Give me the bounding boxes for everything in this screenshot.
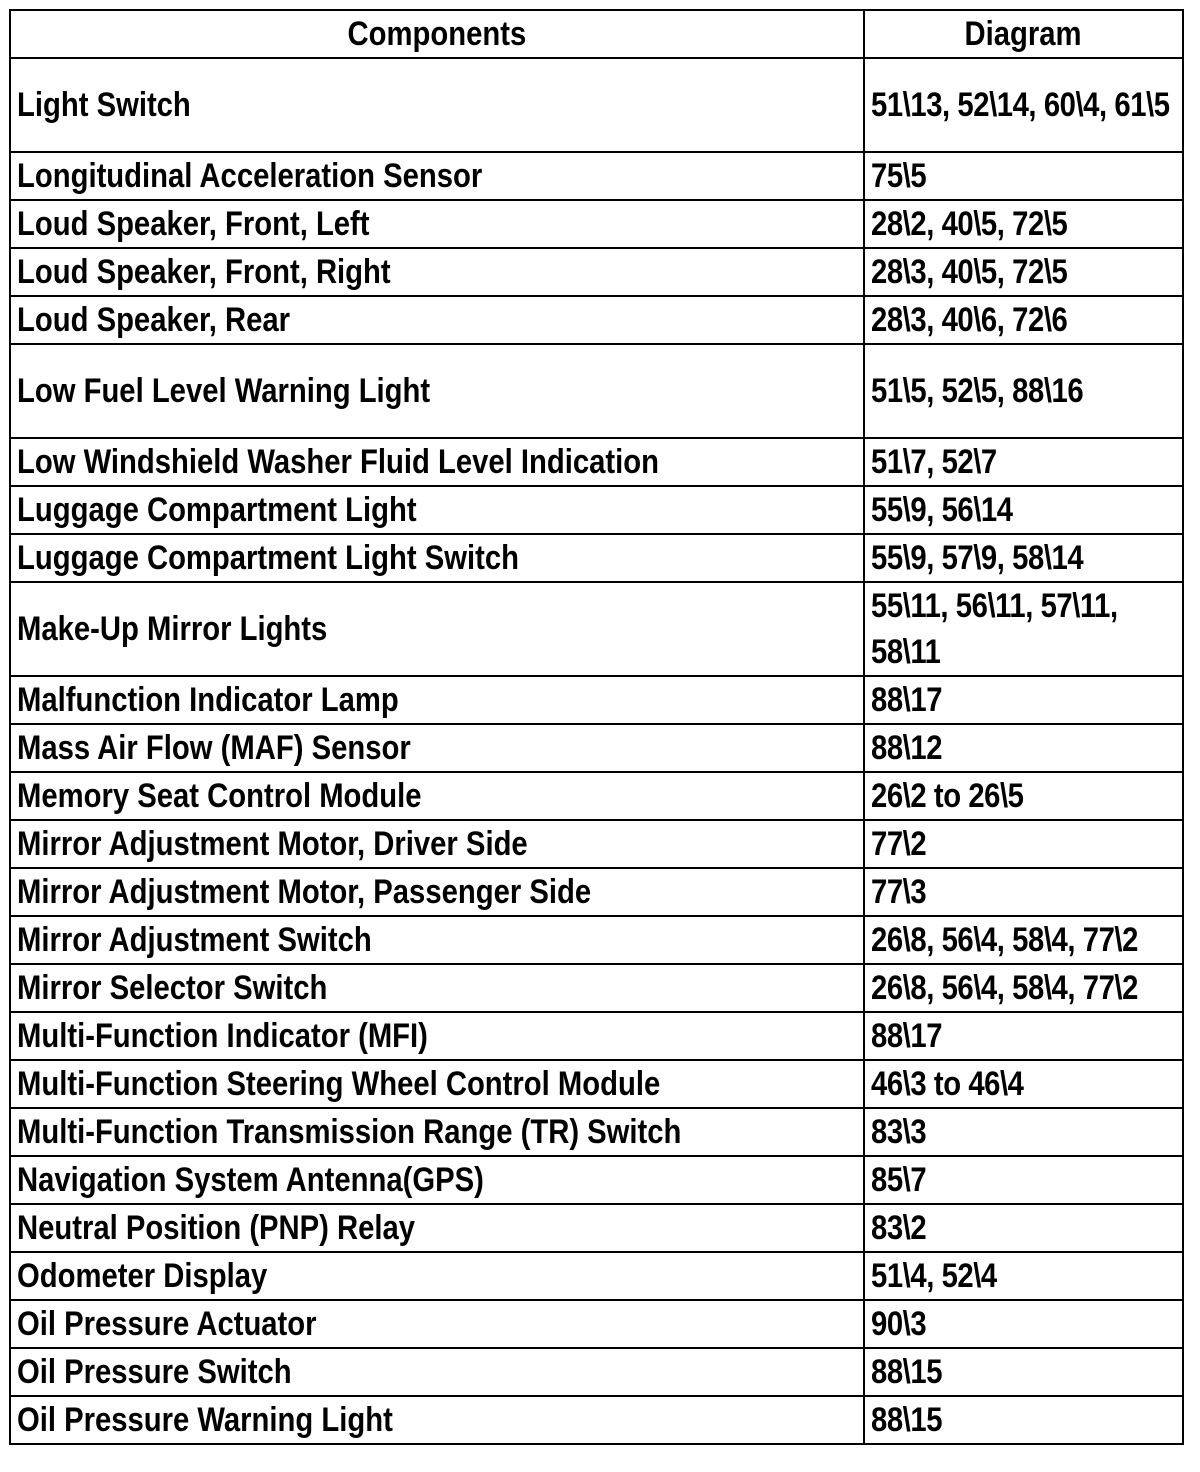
component-cell — [10, 1348, 864, 1396]
table-row — [10, 1012, 1183, 1060]
component-name: Oil Pressure Actuator — [17, 1305, 317, 1343]
diagram-cell — [864, 1156, 1183, 1204]
table-row — [10, 486, 1183, 534]
component-name: Odometer Display — [17, 1257, 268, 1295]
diagram-cell — [864, 152, 1183, 200]
diagram-cell — [864, 1204, 1183, 1252]
diagram-reference: 26\2 to 26\5 — [871, 777, 1024, 815]
components-header — [10, 10, 864, 58]
diagram-cell — [864, 724, 1183, 772]
component-cell — [10, 772, 864, 820]
diagram-reference: 51\4, 52\4 — [871, 1257, 997, 1295]
diagram-reference: 28\3, 40\5, 72\5 — [871, 253, 1068, 291]
diagram-cell — [864, 296, 1183, 344]
component-cell — [10, 1012, 864, 1060]
table-row — [10, 248, 1183, 296]
table-row — [10, 1300, 1183, 1348]
component-name: Loud Speaker, Front, Left — [17, 205, 370, 243]
table-row — [10, 868, 1183, 916]
component-cell — [10, 1060, 864, 1108]
diagram-cell — [864, 486, 1183, 534]
diagram-reference: 88\17 — [871, 1017, 943, 1055]
table-body — [10, 58, 1183, 1444]
diagram-cell — [864, 1348, 1183, 1396]
table-row — [10, 582, 1183, 676]
component-cell — [10, 1396, 864, 1444]
component-name: Multi-Function Indicator (MFI) — [17, 1017, 428, 1055]
diagram-reference: 28\2, 40\5, 72\5 — [871, 205, 1068, 243]
component-name: Mirror Adjustment Motor, Passenger Side — [17, 873, 592, 911]
diagram-cell — [864, 200, 1183, 248]
diagram-reference: 83\2 — [871, 1209, 927, 1247]
diagram-reference: 26\8, 56\4, 58\4, 77\2 — [871, 921, 1138, 959]
diagram-cell — [864, 676, 1183, 724]
component-cell — [10, 486, 864, 534]
component-cell — [10, 1156, 864, 1204]
component-name: Mirror Selector Switch — [17, 969, 328, 1007]
table-row — [10, 724, 1183, 772]
component-cell — [10, 916, 864, 964]
component-name: Neutral Position (PNP) Relay — [17, 1209, 416, 1247]
table-row — [10, 1108, 1183, 1156]
table-row — [10, 772, 1183, 820]
diagram-cell — [864, 1108, 1183, 1156]
component-cell — [10, 248, 864, 296]
diagram-reference: 55\9, 57\9, 58\14 — [871, 539, 1084, 577]
diagram-cell — [864, 868, 1183, 916]
diagram-cell — [864, 248, 1183, 296]
component-name: Multi-Function Transmission Range (TR) Switch — [17, 1113, 682, 1151]
component-cell — [10, 1300, 864, 1348]
components-table-container — [9, 9, 1184, 1445]
component-cell — [10, 724, 864, 772]
diagram-reference: 77\2 — [871, 825, 927, 863]
component-cell — [10, 534, 864, 582]
diagram-reference: 88\17 — [871, 681, 943, 719]
component-name: Longitudinal Acceleration Sensor — [17, 157, 483, 195]
diagram-reference: 51\7, 52\7 — [871, 443, 997, 481]
component-name: Mirror Adjustment Switch — [17, 921, 372, 959]
diagram-cell — [864, 820, 1183, 868]
diagram-reference: 55\9, 56\14 — [871, 491, 1013, 529]
diagram-cell — [864, 344, 1183, 438]
diagram-cell — [864, 438, 1183, 486]
component-cell — [10, 58, 864, 152]
diagram-reference: 51\13, 52\14, 60\4, 61\5 — [871, 86, 1170, 124]
component-name: Malfunction Indicator Lamp — [17, 681, 399, 719]
component-name: Oil Pressure Warning Light — [17, 1401, 393, 1439]
component-name: Low Fuel Level Warning Light — [17, 372, 431, 410]
diagram-cell — [864, 1252, 1183, 1300]
component-cell — [10, 200, 864, 248]
diagram-reference: 75\5 — [871, 157, 927, 195]
component-cell — [10, 1108, 864, 1156]
component-name: Mass Air Flow (MAF) Sensor — [17, 729, 411, 767]
table-row — [10, 1348, 1183, 1396]
diagram-cell — [864, 582, 1183, 676]
diagram-cell — [864, 58, 1183, 152]
components-header-label: Components — [347, 15, 527, 53]
table-row — [10, 676, 1183, 724]
component-name: Luggage Compartment Light Switch — [17, 539, 519, 577]
component-cell — [10, 676, 864, 724]
component-name: Multi-Function Steering Wheel Control Module — [17, 1065, 661, 1103]
component-cell — [10, 1204, 864, 1252]
component-name: Low Windshield Washer Fluid Level Indication — [17, 443, 659, 481]
table-row — [10, 916, 1183, 964]
diagram-cell — [864, 1300, 1183, 1348]
table-row — [10, 152, 1183, 200]
component-cell — [10, 868, 864, 916]
diagram-reference: 88\15 — [871, 1401, 943, 1439]
diagram-cell — [864, 534, 1183, 582]
component-cell — [10, 438, 864, 486]
component-name: Memory Seat Control Module — [17, 777, 422, 815]
component-cell — [10, 1252, 864, 1300]
diagram-cell — [864, 964, 1183, 1012]
component-name: Light Switch — [17, 86, 191, 124]
diagram-reference: 28\3, 40\6, 72\6 — [871, 301, 1068, 339]
component-name: Loud Speaker, Rear — [17, 301, 291, 339]
component-cell — [10, 820, 864, 868]
table-row — [10, 296, 1183, 344]
diagram-cell — [864, 916, 1183, 964]
component-cell — [10, 964, 864, 1012]
component-name: Oil Pressure Switch — [17, 1353, 292, 1391]
table-row — [10, 1396, 1183, 1444]
table-row — [10, 964, 1183, 1012]
table-row — [10, 200, 1183, 248]
component-name: Navigation System Antenna(GPS) — [17, 1161, 484, 1199]
table-row — [10, 1204, 1183, 1252]
diagram-header-label: Diagram — [964, 15, 1083, 53]
table-row — [10, 1156, 1183, 1204]
table-row — [10, 438, 1183, 486]
diagram-reference: 26\8, 56\4, 58\4, 77\2 — [871, 969, 1138, 1007]
diagram-reference: 51\5, 52\5, 88\16 — [871, 372, 1084, 410]
diagram-cell — [864, 1060, 1183, 1108]
diagram-cell — [864, 1396, 1183, 1444]
diagram-reference: 90\3 — [871, 1305, 927, 1343]
component-name: Make-Up Mirror Lights — [17, 610, 328, 648]
diagram-header — [864, 10, 1183, 58]
diagram-cell — [864, 772, 1183, 820]
diagram-cell — [864, 1012, 1183, 1060]
diagram-reference: 55\11, 56\11, 57\11, 58\11 — [871, 587, 1118, 671]
diagram-reference: 88\15 — [871, 1353, 943, 1391]
component-cell — [10, 152, 864, 200]
header-row — [10, 10, 1183, 58]
diagram-reference: 46\3 to 46\4 — [871, 1065, 1024, 1103]
table-row — [10, 1060, 1183, 1108]
diagram-reference: 88\12 — [871, 729, 943, 767]
table-row — [10, 534, 1183, 582]
component-name: Mirror Adjustment Motor, Driver Side — [17, 825, 528, 863]
table-row — [10, 820, 1183, 868]
component-cell — [10, 344, 864, 438]
diagram-reference: 85\7 — [871, 1161, 927, 1199]
component-cell — [10, 296, 864, 344]
table-row — [10, 1252, 1183, 1300]
component-cell — [10, 582, 864, 676]
diagram-reference: 83\3 — [871, 1113, 927, 1151]
table-row — [10, 58, 1183, 152]
diagram-reference: 77\3 — [871, 873, 927, 911]
components-diagram-table — [9, 9, 1184, 1445]
component-name: Loud Speaker, Front, Right — [17, 253, 391, 291]
component-name: Luggage Compartment Light — [17, 491, 417, 529]
table-row — [10, 344, 1183, 438]
